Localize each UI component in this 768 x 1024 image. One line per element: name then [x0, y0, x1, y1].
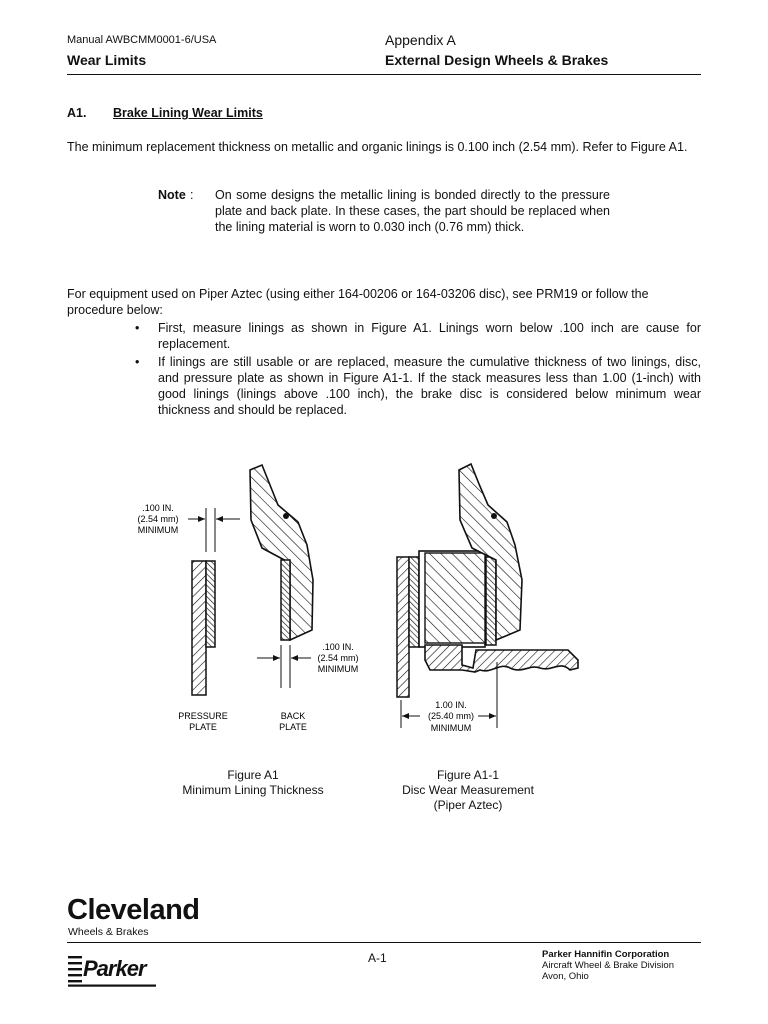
pressure-plate-label-2: PLATE	[189, 722, 217, 732]
dim-stack-line1: 1.00 IN.	[435, 700, 467, 710]
parker-logo	[68, 954, 156, 987]
company-division: Aircraft Wheel & Brake Division	[542, 960, 674, 971]
dim-top-line3: MINIMUM	[137, 525, 179, 535]
header-rule	[67, 74, 701, 75]
appendix-label: Appendix A	[385, 32, 456, 48]
pressure-lining-shape	[409, 557, 419, 647]
figure-a1-caption	[163, 768, 343, 798]
pressure-plate-shape	[397, 557, 409, 697]
back-plate-label-1: BACK	[280, 711, 306, 721]
piper-paragraph: For equipment used on Piper Aztec (using either 164-00206 or 164-03206 disc), see PRM19 or follow the procedure below:	[67, 287, 649, 317]
dim-top-line1: .100 IN.	[142, 503, 174, 513]
dim-stack-line2: (25.40 mm)	[427, 711, 475, 721]
section-name: Wear Limits	[67, 52, 147, 68]
company-name: Parker Hannifin Corporation	[542, 949, 670, 960]
figure-a1-drawing	[137, 465, 358, 732]
dim-bottom-line2: (2.54 mm)	[317, 653, 359, 663]
cleveland-subtitle: Wheels & Brakes	[68, 926, 149, 938]
footer-rule	[67, 942, 701, 943]
rivet-icon	[283, 513, 289, 519]
company-location: Avon, Ohio	[542, 971, 589, 982]
manual-number: Manual AWBCMM0001-6/USA	[67, 34, 217, 46]
bullet-icon: •	[135, 355, 140, 369]
page-number: A-1	[368, 951, 387, 965]
dim-bottom-line1: .100 IN.	[322, 642, 354, 652]
rivet-icon	[491, 513, 497, 519]
bullet-icon: •	[135, 321, 140, 335]
back-plate-label-2: PLATE	[279, 722, 307, 732]
caption-subtitle: Disc Wear Measurement	[402, 783, 534, 797]
caption-note: (Piper Aztec)	[433, 798, 503, 812]
figure-a1-1-caption	[378, 768, 558, 813]
figure-a1-1-drawing	[397, 464, 578, 733]
note-label: Note	[158, 188, 186, 202]
dim-bottom-line3: MINIMUM	[317, 664, 359, 674]
cleveland-logo: Cleveland	[67, 894, 200, 926]
caption-subtitle: Minimum Lining Thickness	[182, 783, 324, 797]
note-text: On some designs the metallic lining is bonded directly to the pressure plate and back plate. In these cases, the part should be replaced when the lining material is worn to 0.030 inch (0.76 mm) thick.	[215, 188, 610, 234]
parker-logo-text: Parker	[83, 956, 146, 981]
list-item	[135, 320, 701, 352]
section-heading: Brake Lining Wear Limits	[113, 106, 263, 120]
list-item	[135, 354, 701, 418]
dim-stack-line3: MINIMUM	[430, 723, 472, 733]
brake-wear-figures	[0, 440, 768, 770]
list-item-text: First, measure linings as shown in Figure A1. Linings worn below .100 inch are cause for replacement.	[158, 321, 701, 351]
pressure-plate-shape	[192, 561, 206, 695]
procedure-list	[135, 320, 701, 418]
list-item-text: If linings are still usable or are replaced, measure the cumulative thickness of two linings, disc, and pressure plate as shown in Figure A1-1. If the stack measures less than 1.00 (1-inch) with good linings (linings above .100 inch), the brake disc is considered below minimum wear thickness and should be replaced.	[158, 355, 701, 417]
document-title: External Design Wheels & Brakes	[385, 52, 609, 68]
torque-tube-shape	[425, 645, 578, 672]
section-number: A1.	[67, 106, 87, 120]
back-lining-shape	[281, 560, 290, 640]
brake-disc-hatch	[425, 553, 485, 643]
note-colon: :	[190, 188, 194, 202]
caption-title: Figure A1	[227, 768, 279, 782]
caption-title: Figure A1-1	[436, 768, 500, 782]
pressure-plate-label-1: PRESSURE	[178, 711, 228, 721]
intro-paragraph: The minimum replacement thickness on metallic and organic linings is 0.100 inch (2.54 mm). Refer to Figure A1.	[67, 140, 688, 154]
dim-top-line2: (2.54 mm)	[137, 514, 179, 524]
back-lining-shape	[486, 557, 496, 645]
pressure-lining-shape	[206, 561, 215, 647]
